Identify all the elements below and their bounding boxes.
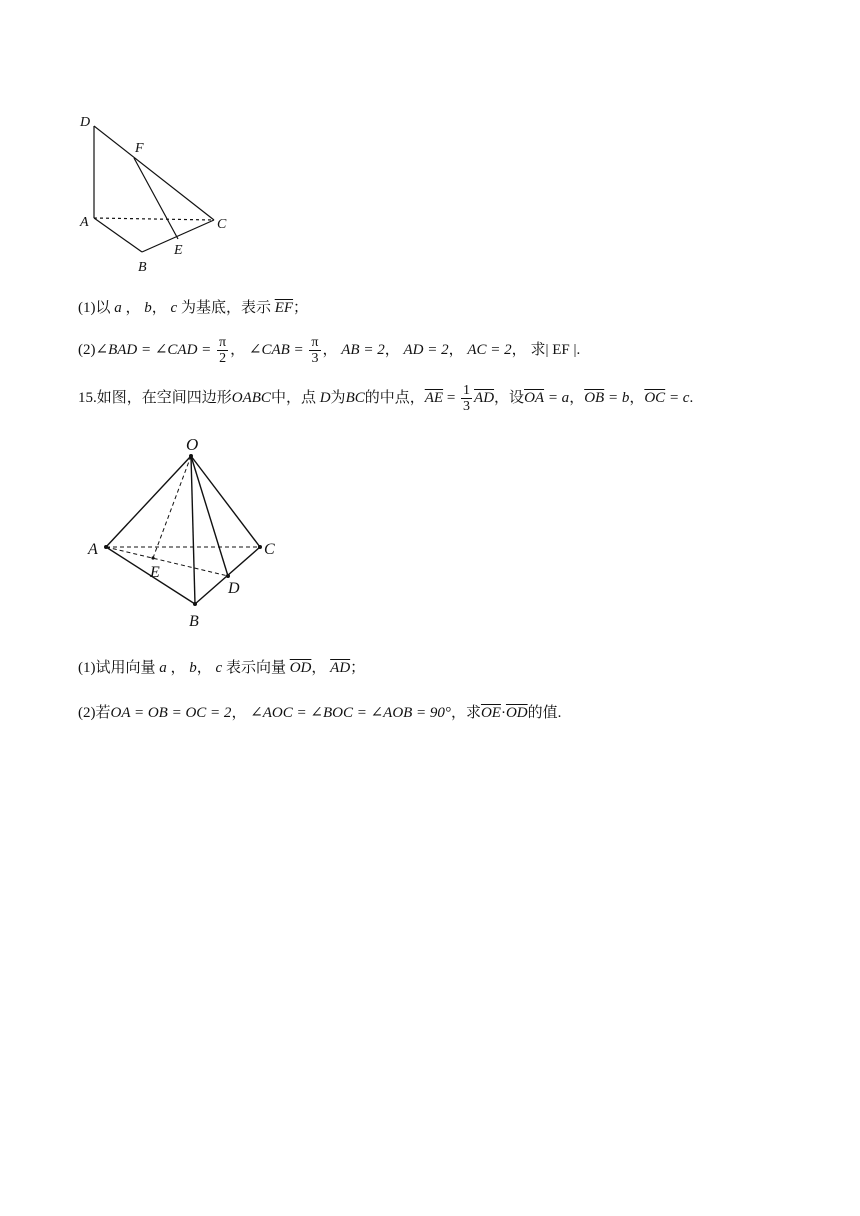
- edge-ab: [94, 218, 142, 252]
- vector-b: b: [144, 300, 152, 316]
- q15-part2: (2)若OA = OB = OC = 2， ∠AOC = ∠BOC = ∠AOB = 90°，求$\overline{OE}\cdot\overline{OD}$的值.: [78, 705, 562, 721]
- q15-intro: 15.如图，在空间四边形OABC中，点 D为BC的中点，$\overline{AE}$ = $\frac{1}{3}$ $\overline{AD}$，设$\overline{OA} = a$，$\overline{OB} = b$，$\overline{OC} = c$.: [78, 383, 694, 415]
- fraction-pi-3: $\frac{\pi}{3}$: [311, 335, 319, 367]
- edge-oc: [191, 456, 260, 547]
- q14-part1: (1)以 a ， b， c 为基底，表示 $\overline{EF}$；: [78, 300, 309, 316]
- vector-ae: $\overline{AE}$: [424, 390, 444, 406]
- vector-ef: $\overline{EF}$: [274, 300, 294, 316]
- edge-ac-dashed: [94, 218, 214, 220]
- label-a: A: [80, 215, 89, 230]
- vector-od: $\overline{OD}$: [505, 705, 528, 721]
- vector-ad: $\overline{AD}$: [330, 660, 351, 676]
- q15-part1: (1)试用向量 a ， b， c 表示向量 $\overline{OD}$， $\overline{AD}$；: [78, 660, 366, 676]
- vector-c: c: [170, 300, 178, 316]
- label-o: O: [186, 435, 199, 454]
- q14-part2: (2)∠BAD = ∠CAD = $\frac{\pi}{2}$ ， ∠CAB = $\frac{\pi}{3}$ ， AB = 2， AD = 2， AC = 2， 求| EF |.: [78, 335, 581, 367]
- segment-fe: [134, 158, 178, 239]
- vector-a: a: [114, 300, 122, 316]
- label-c: C: [264, 541, 275, 558]
- vector-oe: $\overline{OE}$: [480, 705, 501, 721]
- figure-tetrahedron-oabc: [84, 432, 284, 632]
- vector-ad: $\overline{AD}$: [474, 390, 495, 406]
- label-c: C: [217, 217, 227, 232]
- edge-dc: [94, 126, 214, 220]
- label-e: E: [150, 564, 160, 581]
- edge-od: [191, 456, 228, 576]
- edge-ad-dashed: [106, 547, 228, 576]
- edge-oa: [106, 456, 191, 547]
- label-b: B: [189, 613, 199, 630]
- label-d: D: [228, 580, 240, 597]
- vector-od: $\overline{OD}$: [289, 660, 312, 676]
- edge-oe-dashed: [153, 456, 191, 558]
- fraction-pi-2: $\frac{\pi}{2}$: [219, 335, 227, 367]
- label-f: F: [135, 141, 144, 156]
- fraction-1-3: $\frac{1}{3}$: [463, 383, 471, 415]
- label-e: E: [174, 243, 183, 258]
- figure-tetrahedron-dabc: [70, 108, 240, 278]
- label-a: A: [88, 541, 98, 558]
- label-d: D: [80, 115, 91, 130]
- label-b: B: [138, 260, 147, 275]
- edge-ob: [191, 456, 195, 604]
